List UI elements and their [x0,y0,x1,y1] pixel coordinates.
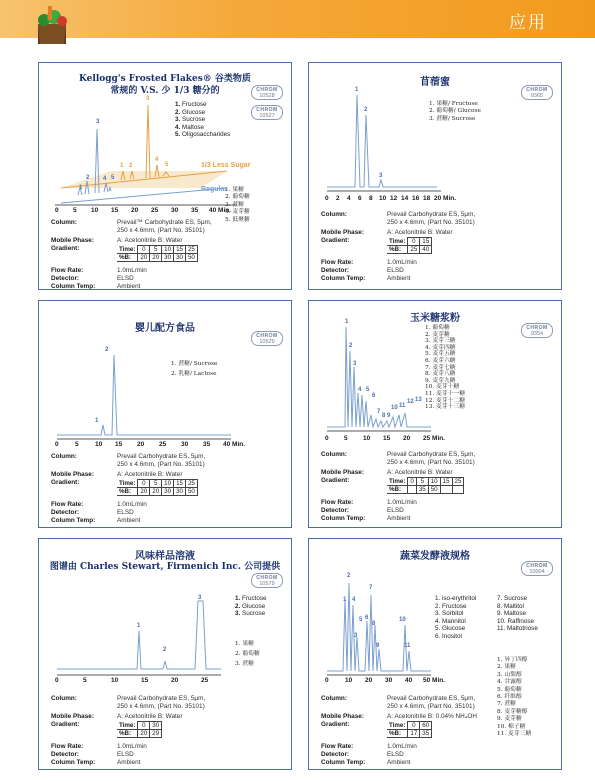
legend-zh: 1. 异丁四醇 2. 果糖 3. 山梨醇 4. 甘露醇 5. 葡萄糖 6. 纤维醇 7. 蔗糖 8. 麦芽糖醇 9. 麦芽糖 10. 棉子糖 11. 麦芽三糖 [497,657,532,738]
gradient-table: Time: 0 30 %B: 20 29 [117,721,162,738]
legend-en-b: 7. Sucrose 8. Maltitol 9. Maltose 10. Raffinose 11. Maltotriose [497,595,538,632]
chrom-badge: CHROM 9354 [521,323,553,338]
trace [57,601,221,669]
chromatogram [55,595,225,675]
gradient-table: Time: 0 15 %B: 25 40 [387,237,432,254]
legend-en: 1. Fructose 2. Glucose 3. Sucrose [235,595,267,617]
panel-vegetable-ferment: 蔬菜发酵液规格 CHROM 10004 1. iso-erythritol 2. Fructose 3. Sorbitol 4. Mannitol 5. Glucose 6. Inositol 7. Sucrose 8. Maltitol 9. Maltose 10. Raffinose 11. Maltotriose 1. 异丁四醇 2. 果糖 3. 山梨醇 4. 甘露醇 5. 葡萄糖 6. 纤维醇 7. 蔗糖 8. 麦芽糖醇 9. 麦芽糖 10. 棉子糖 11. 麦芽三糖 0 10 20 30 40 50 Min. 1 2 3 4 5 6 7 8 9 10 11 Column: Prevail Carbohydrate ES, 5μm, 250 x 4.6mm, (Part No. 35101) Mobile Phase: A: Acetonitrile B: 0.04% NH₄OH Gradient: Time: 0 60 %B: 17 35 Flow Rate: 1.0mL/min Detector: ELSD Column Temp: Ambient [308,538,562,770]
chrom-badge: CHROM 10004 [521,561,553,576]
panel-title: 蔬菜发酵液规格 [400,551,470,562]
panel-subtitle: 常规的 V.S. 少 1/3 糖分的 [110,86,220,96]
chrom-badge: CHROM 10528 [251,85,283,100]
chromatogram [325,91,445,191]
gradient-table: Time: 0 5 10 15 25 %B: 20 20 30 30 50 [117,245,198,262]
trace [57,355,231,435]
chrom-badge: CHROM 10527 [251,105,283,120]
panel-title: 苜蓿蜜 [420,77,450,88]
panel-title: 风味样品溶液 [135,551,195,562]
chrom-badge: CHROM 10529 [251,331,283,346]
gradient-table: Time: 0 5 10 15 25 %B: 20 20 30 30 50 [117,479,198,496]
panel-subtitle: 图谱由 Charles Stewart, Firmenich Inc. 公司提供 [49,562,281,572]
panel-flavor-sample: 风味样品溶液 图谱由 Charles Stewart, Firmenich Inc. 公司提供 CHROM 10579 1. Fructose 2. Glucose 3. Sucrose 1. 果糖 2. 葡萄糖 3. 蔗糖 0 5 10 15 20 25 1 2 3 Column: Prevail Carbohydrate ES, 5μm, 250 x 4.6mm, (Part No. 35101) Mobile Phase: A: Acetonitrile B: Water Gradient: Time: 0 30 %B: 20 29 Flow Rate: 1.0mL/min Detector: ELSD Column Temp: Ambient [38,538,292,770]
panel-title: 玉米糖浆粉 [410,313,460,324]
legend-zh: 1. 葡萄糖 2. 麦芽糖 3. 麦芽三糖 4. 麦芽四糖 5. 麦芽五糖 6. 麦芽六糖 7. 麦芽七糖 8. 麦芽八糖 9. 麦芽九糖 10. 麦芽十糖 11. 麦芽十一糖 12. 麦芽十二糖 13. 麦芽十三糖 [425,325,466,411]
legend-en-a: 1. iso-erythritol 2. Fructose 3. Sorbitol 4. Mannitol 5. Glucose 6. Inositol [435,595,477,640]
legend-en: 1. Fructose 2. Glucose 3. Sucrose 4. Maltose 5. Oligosaccharides [175,101,231,138]
panel-title: 婴儿配方食品 [135,323,195,334]
panel-clover-honey: 苜蓿蜜 CHROM 9365 1. 果糖/ Fructose 2. 葡萄糖/ Glucose 3. 蔗糖/ Sucrose 0 2 4 6 8 10 12 14 16 18 20 Min. 1 2 3 Column: Prevail Carbohydrate ES, 5μm, 250 x 4.6mm, (Part No. 35101) Mobile Phase: A: Acetonitrile B: Water Gradient: Time: 0 15 %B: 25 40 Flow Rate: 1.0mL/min Detector: ELSD Column Temp: Ambient [308,62,562,290]
legend-zh: 1. 蔗糖/ Sucrose 2. 乳糖/ Lactose [171,361,218,378]
legend-zh: 1. 果糖/ Fructose 2. 葡萄糖/ Glucose 3. 蔗糖/ Sucrose [429,101,481,122]
chrom-badge: CHROM 9365 [521,85,553,100]
gradient-table: Time: 0 5 10 15 25 %B: 35 50 [387,477,464,494]
chromatogram [55,347,235,439]
vegetable-basket-icon [34,4,70,48]
annotation-regular: Regular [201,186,228,193]
legend-zh: 1. 果糖 2. 葡萄糖 3. 蔗糖 4. 麦芽糖 5. 低聚糖 [225,187,250,223]
chromatogram [325,575,435,675]
panel-frosted-flakes: Kellogg's Frosted Flakes® 谷类物质 常规的 V.S. 少 1/3 糖分的 CHROM 10528 CHROM 10527 1. Fructose 2. Glucose 3. Sucrose 4. Maltose 5. Oligosaccharides 1. 果糖 2. 葡萄糖 3. 蔗糖 4. 麦芽糖 5. 低聚糖 1/3 Less Sugar Regular 0 5 10 15 20 25 30 35 40 Min. 1 2 3 4 5 1 2 3 4 5 Column: Prevail™ Carbohydrate ES, 5μm, 250 x 4.6mm, (Part No. 35101) Mobile Phase: A: Acetonitrile B: Water Gradient: Time: 0 5 10 15 25 %B: 20 20 30 30 50 Flow Rate: 1.0mL/min Detector: ELSD Column Temp: Ambient [38,62,292,290]
legend-zh: 1. 果糖 2. 葡萄糖 3. 蔗糖 [235,641,260,667]
chromatogram [51,91,251,211]
header-bar [0,0,595,38]
chrom-badge: CHROM 10579 [251,573,283,588]
gradient-table: Time: 0 60 %B: 17 35 [387,721,432,738]
panel-infant-formula: 婴儿配方食品 CHROM 10529 1. 蔗糖/ Sucrose 2. 乳糖/ Lactose 0 5 10 15 20 25 30 35 40 Min. 1 2 Column: Prevail Carbohydrate ES, 5μm, 250 x 4.6mm, (Part No. 35101) Mobile Phase: A: Acetonitrile B: Water Gradient: Time: 0 5 10 15 25 %B: 20 20 30 30 50 Flow Rate: 1.0mL/min Detector: ELSD Column Temp: Ambient [38,300,292,528]
annotation-less-sugar: 1/3 Less Sugar [201,162,251,169]
panel-title: Kellogg's Frosted Flakes® 谷类物质 [79,74,251,84]
panel-corn-syrup: 玉米糖浆粉 CHROM 9354 1. 葡萄糖 2. 麦芽糖 3. 麦芽三糖 4. 麦芽四糖 5. 麦芽五糖 6. 麦芽六糖 7. 麦芽七糖 8. 麦芽八糖 9. 麦芽九糖 10. 麦芽十糖 11. 麦芽十一糖 12. 麦芽十二糖 13. 麦芽十三糖 0 5 10 15 20 25 Min. 1 2 3 4 5 6 7 8 9 10 11 12 13 Column: Prevail Carbohydrate ES, 5μm, 250 x 4.6mm, (Part No. 35101) Mobile Phase: A: Acetonitrile B: Water Gradient: Time: 0 5 10 15 25 %B: 35 50 Flow Rate: 1.0mL/min Detector: ELSD Column Temp: Ambient [308,300,562,528]
header-title: 应用 [509,13,547,32]
